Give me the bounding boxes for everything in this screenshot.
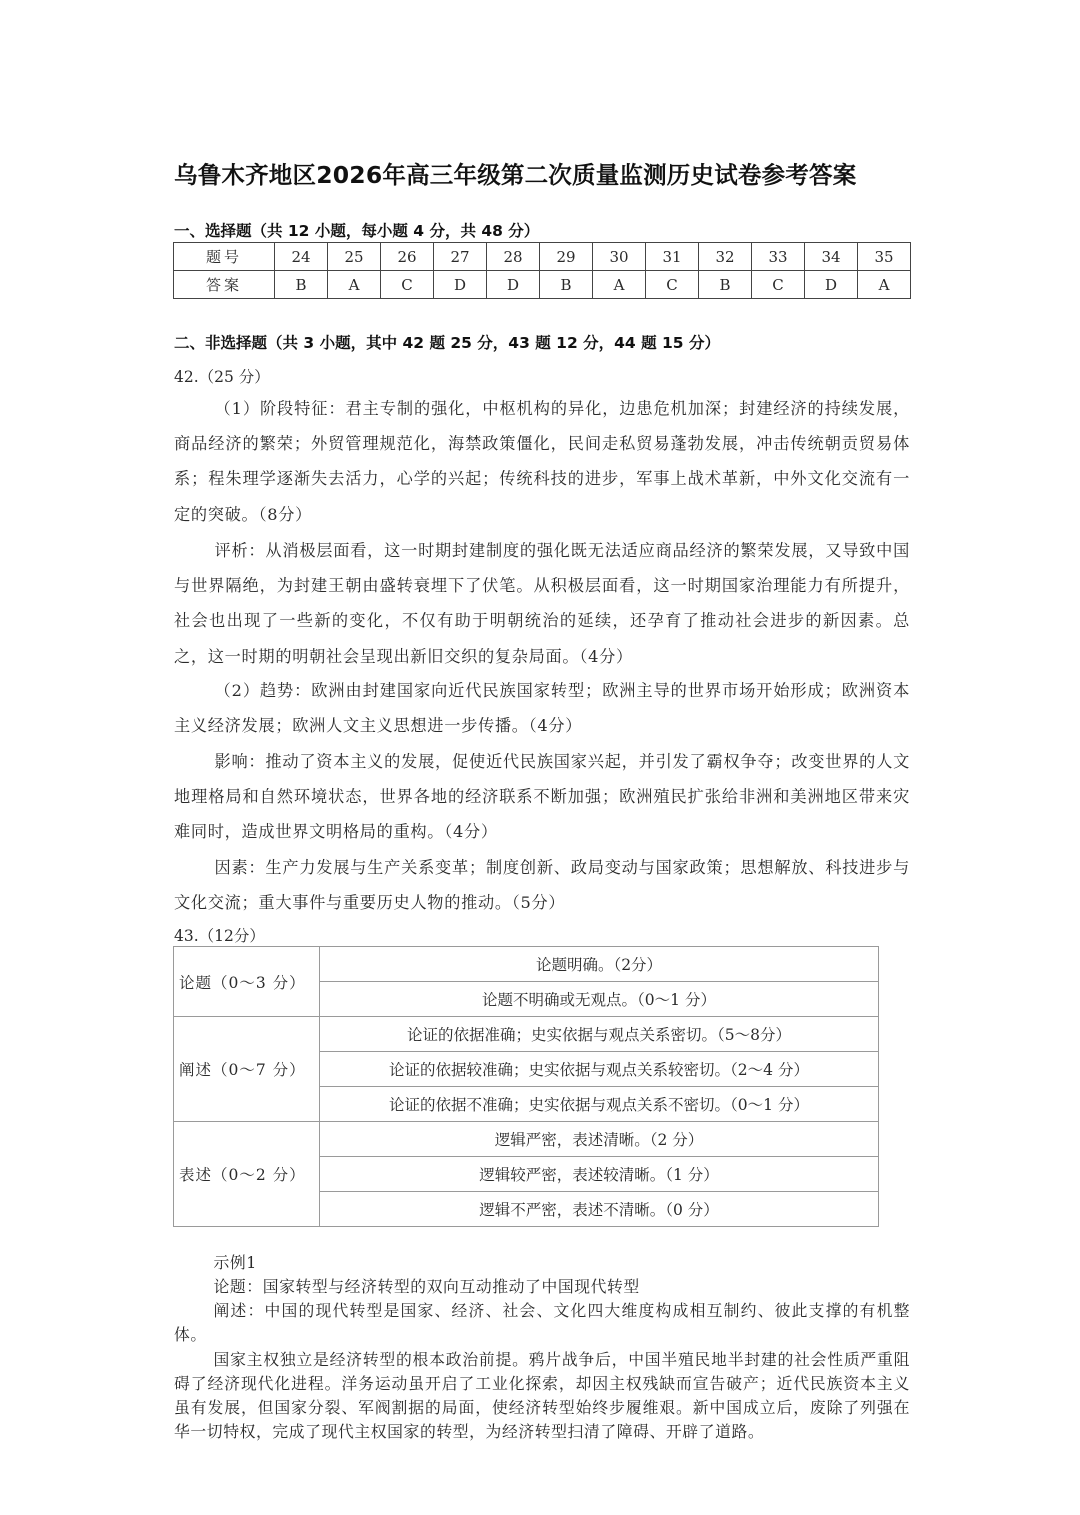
rubric-criterion: 论证的依据较准确；史实依据与观点关系较密切。（2～4 分） [320,1052,879,1087]
question-number: 29 [540,243,593,271]
rubric-criterion: 逻辑不严密，表述不清晰。（0 分） [320,1192,879,1227]
multiple-choice-answer-table [173,242,911,299]
row-label-answer: 答案 [174,271,275,299]
rubric-criterion: 论题明确。（2分） [320,947,879,982]
question-number: 26 [381,243,434,271]
q42-part1-evaluation: 评析：从消极层面看，这一时期封建制度的强化既无法适应商品经济的繁荣发展，又导致中国与世界隔绝，为封建王朝由盛转衰埋下了伏笔。从积极层面看，这一时期国家治理能力有所提升，社会也出现了一些新的变化，不仅有助于明朝统治的延续，还孕育了推动社会进步的新因素。总之，这一时期的明朝社会呈现出新旧交织的复杂局面。（4分） [174,541,910,666]
answer-cell: B [540,271,593,299]
q42-part2-factors: 因素：生产力发展与生产关系变革；制度创新、政局变动与国家政策；思想解放、科技进步与文化交流；重大事件与重要历史人物的推动。（5分） [174,858,910,913]
example-label: 示例1 [213,1253,257,1272]
question-number: 27 [434,243,487,271]
question-43-header: 43.（12分） [174,927,265,945]
q42-part1-features: （1）阶段特征：君主专制的强化，中枢机构的异化，边患危机加深；封建经济的持续发展，商品经济的繁荣；外贸管理规范化，海禁政策僵化，民间走私贸易蓬勃发展，冲击传统朝贡贸易体系；程朱理学逐渐失去活力，心学的兴起；传统科技的进步，军事上战术革新，中外文化交流有一定的突破。（8分） [174,399,910,524]
rubric-category-thesis: 论题（0～3 分） [174,947,320,1017]
question-number-row [174,243,911,271]
question-number: 24 [275,243,328,271]
answer-cell: D [805,271,858,299]
answer-cell: B [699,271,752,299]
rubric-criterion: 论题不明确或无观点。（0～1 分） [320,982,879,1017]
question-number: 35 [858,243,911,271]
rubric-criterion: 论证的依据准确；史实依据与观点关系密切。（5～8分） [320,1017,879,1052]
answer-cell: D [434,271,487,299]
row-label-question-number: 题号 [174,243,275,271]
question-number: 32 [699,243,752,271]
page-title: 乌鲁木齐地区2026年高三年级第二次质量监测历史试卷参考答案 [174,161,857,189]
section-1-heading: 一、选择题（共 12 小题，每小题 4 分，共 48 分） [174,222,540,240]
answer-cell: A [328,271,381,299]
example-elaboration: 阐述：中国的现代转型是国家、经济、社会、文化四大维度构成相互制约、彼此支撑的有机整体。 [174,1301,910,1344]
question-number: 34 [805,243,858,271]
answer-row [174,271,911,299]
q42-part2-impact: 影响：推动了资本主义的发展，促使近代民族国家兴起，并引发了霸权争夺；改变世界的人文地理格局和自然环境状态，世界各地的经济联系不断加强；欧洲殖民扩张给非洲和美洲地区带来灾难同时，造成世界文明格局的重构。（4分） [174,752,910,842]
answer-cell: B [275,271,328,299]
section-2-heading: 二、非选择题（共 3 小题，其中 42 题 25 分，43 题 12 分，44 题 15 分） [174,334,720,352]
question-number: 30 [593,243,646,271]
answer-cell: C [381,271,434,299]
question-42-header: 42.（25 分） [174,368,270,386]
q42-part2-trends: （2）趋势：欧洲由封建国家向近代民族国家转型；欧洲主导的世界市场开始形成；欧洲资本主义经济发展；欧洲人文主义思想进一步传播。（4分） [174,681,910,736]
example-body: 国家主权独立是经济转型的根本政治前提。鸦片战争后，中国半殖民地半封建的社会性质严重阻碍了经济现代化进程。洋务运动虽开启了工业化探索，却因主权残缺而宣告破产；近代民族资本主义虽有发展，但国家分裂、军阀割据的局面，使经济转型始终步履维艰。新中国成立后，废除了列强在华一切特权，完成了现代主权国家的转型，为经济转型扫清了障碍、开辟了道路。 [174,1350,910,1441]
answer-cell: C [752,271,805,299]
rubric-criterion: 逻辑较严密，表述较清晰。（1 分） [320,1157,879,1192]
rubric-category-expression: 表述（0～2 分） [174,1122,320,1227]
question-number: 28 [487,243,540,271]
answer-cell: A [858,271,911,299]
answer-cell: C [646,271,699,299]
answer-cell: A [593,271,646,299]
rubric-category-elaboration: 阐述（0～7 分） [174,1017,320,1122]
rubric-criterion: 逻辑严密，表述清晰。（2 分） [320,1122,879,1157]
rubric-criterion: 论证的依据不准确；史实依据与观点关系不密切。（0～1 分） [320,1087,879,1122]
question-number: 31 [646,243,699,271]
q43-scoring-rubric-table [173,946,879,1227]
example-thesis: 论题：国家转型与经济转型的双向互动推动了中国现代转型 [213,1277,640,1296]
question-number: 25 [328,243,381,271]
question-number: 33 [752,243,805,271]
answer-cell: D [487,271,540,299]
